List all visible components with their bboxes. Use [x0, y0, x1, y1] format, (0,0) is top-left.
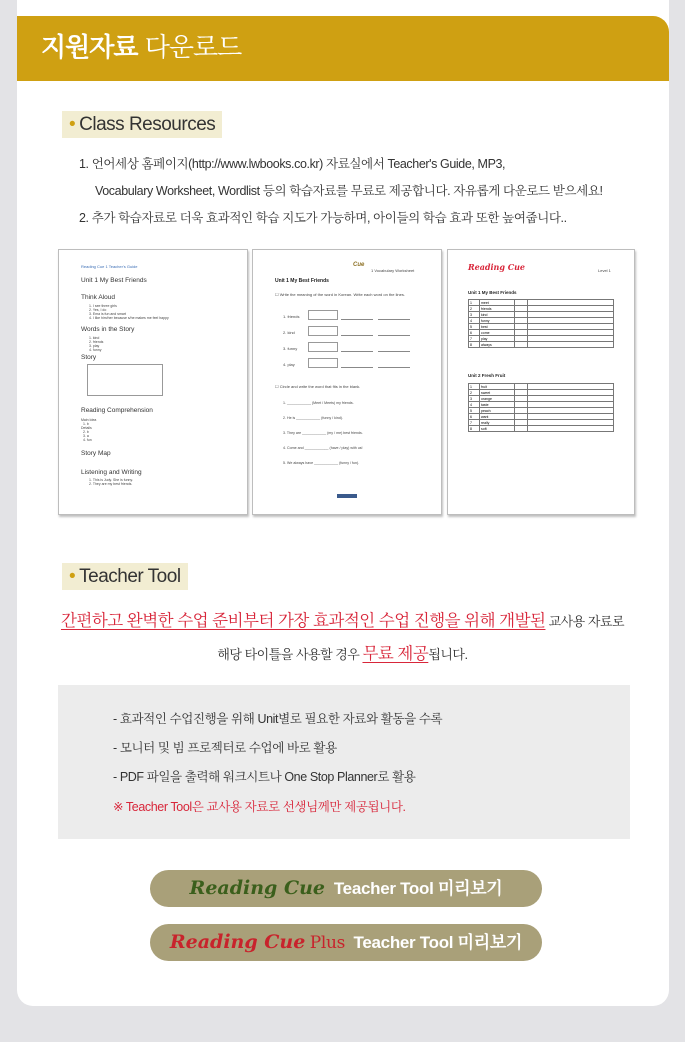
wordlist-cell: kind	[480, 312, 515, 318]
vocab-line	[341, 335, 373, 336]
guide-story-box	[87, 364, 163, 396]
guide-section: Words in the Story	[81, 326, 135, 333]
feature-item: - 효과적인 수업진행을 위해 Unit별로 필요한 자료와 활동을 수록	[113, 712, 443, 726]
vocab-header: 1 Vocabulary Worksheet	[371, 268, 415, 273]
wordlist-cell: friends	[480, 306, 515, 312]
title-bold: 지원자료	[41, 33, 138, 63]
vocab-word: 3. funny	[283, 346, 298, 351]
plus-label: Plus	[309, 933, 346, 953]
vocab-sentence: 3. They are ____________ (my / me) best friends.	[283, 431, 363, 435]
vocab-sentence: 5. We always have ____________ (funny / fun).	[283, 461, 360, 465]
teachers-guide-thumbnail[interactable]	[58, 249, 248, 515]
wordlist-unit-title: Unit 2 Fresh Fruit	[468, 373, 506, 378]
class-resources-text: Class Resources	[79, 114, 216, 135]
wordlist-cell: play	[480, 336, 515, 342]
wordlist-cell: meet	[480, 300, 515, 306]
intro-rest: 교사용 자료로	[545, 614, 625, 629]
bullet-icon: •	[69, 566, 76, 587]
wordlist-cell: fruit	[480, 384, 515, 390]
feature-item: - 모니터 및 빔 프로젝터로 수업에 바로 활용	[113, 741, 337, 755]
vocab-line	[341, 319, 373, 320]
reading-cue-logo: Reading Cue	[189, 877, 325, 899]
intro-line-1	[40, 608, 645, 635]
guide-title: Unit 1 My Best Friends	[81, 277, 147, 284]
wordlist-cell: 1	[469, 300, 480, 306]
teacher-only-note: ※ Teacher Tool은 교사용 자료로 선생님께만 제공됩니다.	[113, 800, 406, 814]
vocab-logo: Cue	[353, 262, 365, 268]
wordlist-cell: 7	[469, 420, 480, 426]
bullet-icon: •	[69, 114, 76, 135]
note-line-1b: Vocabulary Worksheet, Wordlist 등의 학습자료를 무료로 제공합니다. 자유롭게 다운로드 받으세요!	[95, 184, 603, 198]
vocab-line	[341, 351, 373, 352]
guide-text: 1. This is Judy. She is funny. 2. They are my best friends.	[89, 478, 133, 486]
page-title	[41, 16, 241, 81]
guide-text: Main Idea 1. b Details 2. b 3. a 4. fun	[81, 418, 97, 442]
wordlist-cell: funny	[480, 318, 515, 324]
wordlist-cell: orange	[480, 396, 515, 402]
wordlist-cell	[515, 426, 528, 432]
intro-free-highlight: 무료 제공	[362, 645, 429, 663]
guide-brand: Reading Cue 1 Teacher's Guide	[81, 264, 138, 269]
vocab-instruction: ☐ Circle and write the word that fits in the blank.	[275, 384, 361, 389]
vocab-line	[378, 319, 410, 320]
wordlist-cell: 2	[469, 390, 480, 396]
header-band	[17, 16, 669, 81]
wordlist-cell	[528, 426, 614, 432]
vocab-answer-box	[308, 342, 338, 352]
wordlist-cell: sweet	[480, 390, 515, 396]
vocab-word: 4. play	[283, 362, 295, 367]
vocab-footer-logo	[337, 494, 357, 498]
button-label: Teacher Tool 미리보기	[333, 879, 503, 898]
vocab-line	[378, 351, 410, 352]
vocab-answer-box	[308, 310, 338, 320]
title-light: 다운로드	[144, 33, 242, 63]
wordlist-cell	[528, 342, 614, 348]
intro-highlight: 간편하고 완벽한 수업 준비부터 가장 효과적인 수업 진행을 위해 개발된	[60, 612, 546, 630]
wordlist-cell: 5	[469, 408, 480, 414]
wordlist-cell: want	[480, 414, 515, 420]
guide-section: Think Aloud	[81, 294, 115, 301]
wordlist-cell: 4	[469, 318, 480, 324]
wordlist-cell: 8	[469, 426, 480, 432]
guide-section: Listening and Writing	[81, 469, 142, 476]
wordlist-cell: 6	[469, 330, 480, 336]
wordlist-cell: 5	[469, 324, 480, 330]
feature-item: - PDF 파일을 출력해 워크시트나 One Stop Planner로 활용	[113, 770, 416, 784]
class-resources-label	[62, 111, 222, 138]
wordlist-unit-title: Unit 1 My Best Friends	[468, 290, 517, 295]
wordlist-cell: 6	[469, 414, 480, 420]
wordlist-cell: 3	[469, 312, 480, 318]
vocab-title: Unit 1 My Best Friends	[275, 278, 329, 284]
wordlist-cell: 4	[469, 402, 480, 408]
teacher-tool-features	[58, 685, 630, 839]
wordlist-table-1	[468, 299, 614, 348]
wordlist-table-2	[468, 383, 614, 432]
guide-text: 1. I see three girls 2. Yes, I do 3. Ema is fun and smart 4. I like him/her because s/he makes me feel happy	[89, 304, 169, 320]
guide-section: Story	[81, 354, 97, 361]
wordlist-cell: 3	[469, 396, 480, 402]
wordlist-cell: 8	[469, 342, 480, 348]
wordlist-cell: 1	[469, 384, 480, 390]
reading-cue-teacher-tool-preview-button[interactable]	[150, 870, 542, 907]
wordlist-cell: really	[480, 420, 515, 426]
guide-text: 1. kind 2. friends 3. play 4. funny	[89, 336, 104, 352]
teacher-tool-text: Teacher Tool	[79, 566, 181, 587]
intro-line2-b: 됩니다.	[428, 647, 468, 662]
wordlist-row	[469, 342, 614, 348]
wordlist-cell: 2	[469, 306, 480, 312]
vocab-line	[378, 367, 410, 368]
intro-line2-a: 해당 타이틀을 사용할 경우	[217, 647, 363, 662]
vocab-instruction: ☐ Write the meaning of the word in Korean. Write each word on the lines.	[275, 292, 405, 297]
intro-line-2	[40, 641, 645, 668]
note-line-2: 2. 추가 학습자료로 더욱 효과적인 학습 지도가 가능하며, 아이들의 학습 효과 또한 높여줍니다..	[79, 211, 567, 225]
reading-cue-plus-logo: Reading Cue	[169, 931, 306, 953]
wordlist-cell	[515, 342, 528, 348]
wordlist-cell: taste	[480, 402, 515, 408]
button-label: Teacher Tool 미리보기	[353, 933, 523, 952]
vocab-sentence: 1. ____________ (Meet / Meets) my friends.	[283, 401, 354, 405]
guide-section: Reading Comprehension	[81, 407, 153, 414]
note-line-1: 1. 언어세상 홈페이지(http://www.lwbooks.co.kr) 자료실에서 Teacher's Guide, MP3,	[79, 157, 506, 171]
reading-cue-plus-teacher-tool-preview-button[interactable]	[150, 924, 542, 961]
vocab-word: 2. kind	[283, 330, 295, 335]
vocab-sentence: 2. He is ____________ (funny / kind).	[283, 416, 343, 420]
vocab-sentence: 4. Come and ____________ (have / play) with us!	[283, 446, 363, 450]
vocab-line	[378, 335, 410, 336]
guide-section: Story Map	[81, 450, 111, 457]
wordlist-cell: peach	[480, 408, 515, 414]
wordlist-row	[469, 426, 614, 432]
vocabulary-worksheet-thumbnail[interactable]	[252, 249, 442, 515]
vocab-line	[341, 367, 373, 368]
teacher-tool-label	[62, 563, 188, 590]
class-resources-notes	[79, 151, 639, 232]
wordlist-thumbnail[interactable]	[447, 249, 635, 515]
wordlist-cell: always	[480, 342, 515, 348]
wordlist-logo: Reading Cue	[468, 262, 526, 272]
wordlist-cell: soft	[480, 426, 515, 432]
wordlist-cell: come	[480, 330, 515, 336]
vocab-answer-box	[308, 358, 338, 368]
wordlist-cell: best	[480, 324, 515, 330]
vocab-answer-box	[308, 326, 338, 336]
wordlist-cell: 7	[469, 336, 480, 342]
vocab-word: 1. friends	[283, 314, 300, 319]
wordlist-level: Level 1	[598, 268, 611, 273]
teacher-tool-intro	[40, 608, 645, 668]
